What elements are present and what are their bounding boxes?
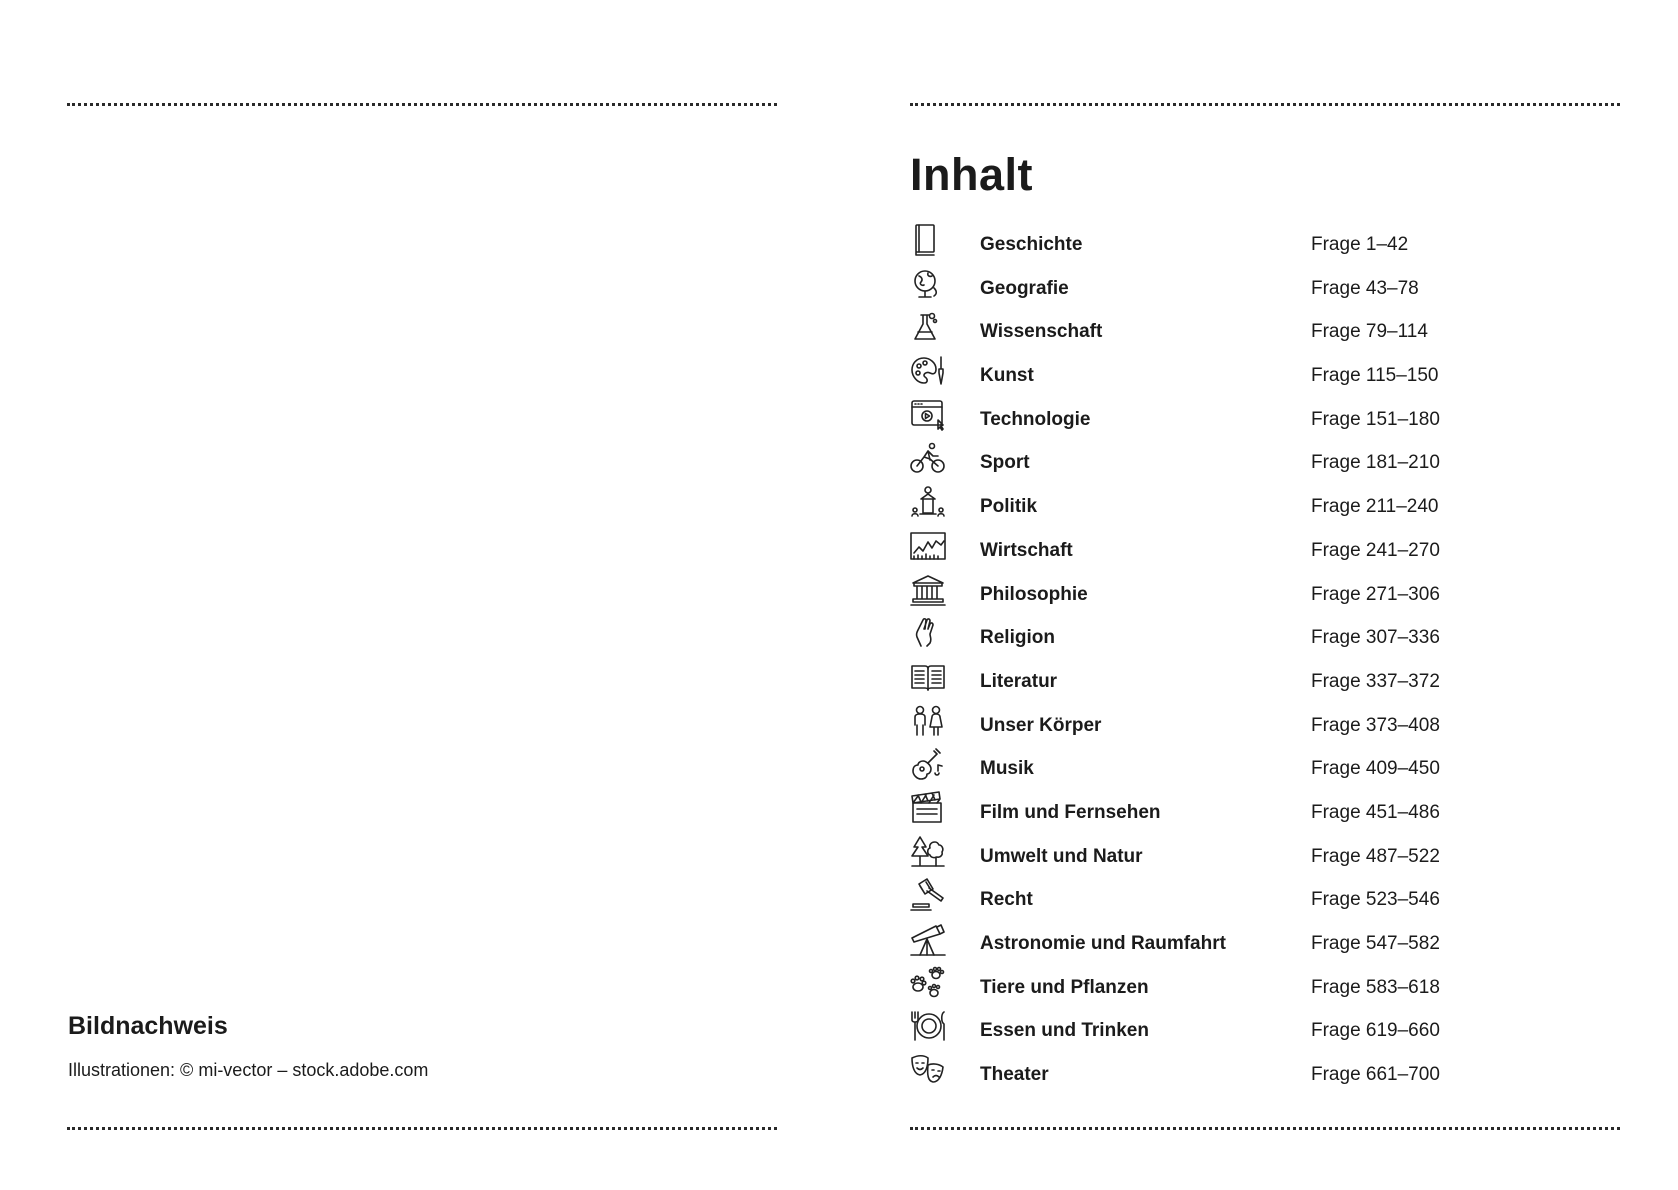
toc-entry-label: Technologie (980, 408, 1091, 430)
toc-entry (910, 481, 1610, 525)
toc-entry (910, 525, 1610, 569)
toc-entry-label: Recht (980, 889, 1033, 911)
divider-top-right (910, 103, 1620, 106)
toc-entry-range: Frage 547–582 (1311, 933, 1440, 954)
book-icon (910, 223, 946, 257)
toc-entry-label: Wirtschaft (980, 539, 1073, 561)
cyclist-icon (910, 441, 946, 475)
open-book-icon (910, 660, 946, 694)
divider-bottom-left (67, 1127, 777, 1130)
toc-entry-range: Frage 487–522 (1311, 845, 1440, 867)
toc-entry-range: Frage 43–78 (1311, 277, 1419, 299)
toc-entry-label: Philosophie (980, 583, 1088, 605)
toc-entry-range: Frage 79–114 (1311, 321, 1428, 343)
toc-entry-label: Essen und Trinken (980, 1020, 1149, 1042)
theater-masks-icon (910, 1053, 946, 1087)
paw-prints-icon (910, 966, 946, 1000)
toc-entry (910, 219, 1610, 263)
toc-entry-range: Frage 307–336 (1311, 627, 1440, 649)
toc-entry-range: Frage 373–408 (1311, 714, 1440, 736)
toc-entry-range: Frage 271–306 (1311, 583, 1440, 605)
toc-entry (910, 918, 1610, 962)
toc-entry (910, 831, 1610, 875)
toc-entry-label: Politik (980, 496, 1038, 518)
toc-entry-label: Unser Körper (980, 714, 1102, 736)
table-of-contents (910, 219, 1610, 1093)
toc-entry-label: Astronomie und Raumfahrt (980, 933, 1226, 954)
toc-entry-label: Film und Fernsehen (980, 801, 1161, 823)
toc-entry (910, 394, 1610, 438)
divider-bottom-right (910, 1127, 1620, 1130)
globe-icon (910, 267, 946, 301)
toc-entry-range: Frage 151–180 (1311, 408, 1440, 430)
palette-icon (910, 354, 946, 388)
toc-entry (910, 1049, 1610, 1093)
toc-entry-range: Frage 619–660 (1311, 1020, 1440, 1042)
toc-entry-label: Musik (980, 758, 1034, 780)
toc-entry (910, 700, 1610, 744)
toc-entry-label: Religion (980, 627, 1055, 649)
plate-cutlery-icon (910, 1009, 946, 1043)
image-credits (68, 1012, 428, 1081)
toc-entry (910, 787, 1610, 831)
toc-entry (910, 569, 1610, 613)
toc-entry-label: Theater (980, 1064, 1049, 1086)
toc-entry-label: Geschichte (980, 234, 1083, 255)
toc-entry-range: Frage 115–150 (1311, 365, 1439, 387)
divider-top-left (67, 103, 777, 106)
guitar-icon (910, 747, 946, 781)
credits-text: Illustrationen: © mi-vector – stock.adobe.com (68, 1060, 429, 1080)
video-browser-icon (910, 398, 946, 432)
gavel-icon (910, 878, 946, 912)
toc-entry-range: Frage 523–546 (1311, 889, 1440, 911)
toc-entry-label: Literatur (980, 670, 1058, 692)
toc-entry-label: Tiere und Pflanzen (980, 976, 1149, 998)
toc-entry-range: Frage 211–240 (1311, 496, 1439, 518)
toc-entry (910, 612, 1610, 656)
toc-entry-label: Umwelt und Natur (980, 845, 1143, 867)
toc-entry-label: Sport (980, 452, 1030, 474)
toc-entry (910, 350, 1610, 394)
toc-entry-range: Frage 1–42 (1311, 234, 1409, 255)
toc-entry-range: Frage 181–210 (1311, 452, 1440, 474)
speaker-podium-icon (910, 485, 946, 519)
toc-entry-label: Kunst (980, 365, 1034, 387)
temple-icon (910, 573, 946, 607)
toc-entry-range: Frage 451–486 (1311, 801, 1440, 823)
toc-entry (910, 962, 1610, 1006)
toc-entry-label: Wissenschaft (980, 321, 1103, 343)
toc-entry-range: Frage 241–270 (1311, 539, 1440, 561)
toc-entry (910, 437, 1610, 481)
page-title: Inhalt (910, 149, 1033, 200)
toc-entry-label: Geografie (980, 277, 1069, 299)
clapperboard-icon (910, 791, 946, 825)
flask-icon (910, 310, 946, 344)
trees-icon (910, 835, 946, 869)
stock-chart-icon (910, 529, 946, 563)
toc-entry (910, 263, 1610, 307)
praying-hand-icon (910, 616, 946, 650)
toc-entry (910, 1005, 1610, 1049)
toc-entry-range: Frage 583–618 (1311, 976, 1440, 998)
people-icon (910, 704, 946, 738)
credits-title: Bildnachweis (68, 1012, 228, 1040)
toc-entry (910, 743, 1610, 787)
toc-entry (910, 656, 1610, 700)
telescope-icon (910, 922, 946, 956)
toc-entry (910, 874, 1610, 918)
toc-entry (910, 306, 1610, 350)
toc-entry-range: Frage 409–450 (1311, 758, 1440, 780)
toc-entry-range: Frage 661–700 (1311, 1064, 1440, 1086)
toc-entry-range: Frage 337–372 (1311, 670, 1440, 692)
